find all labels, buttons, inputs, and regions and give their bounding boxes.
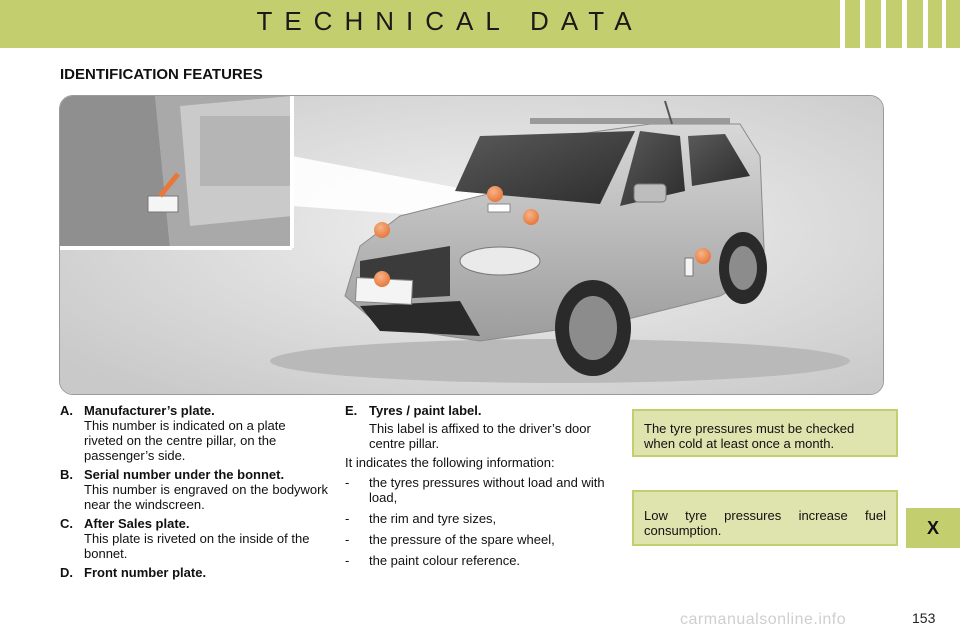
item-letter: B.	[60, 467, 73, 482]
item-text: This number is indicated on a plate riveted on the centre pillar, on the passenger’s side.	[84, 418, 286, 463]
marker-c	[374, 222, 390, 238]
item-heading: Tyres / paint label.	[369, 403, 482, 418]
item-text: This plate is riveted on the inside of the bonnet.	[84, 531, 310, 561]
item-heading: Manufacturer’s plate.	[84, 403, 215, 418]
bullet-dash: -	[345, 532, 350, 547]
marker-d	[374, 271, 390, 287]
bullet-dash: -	[345, 511, 350, 526]
header-band	[0, 0, 960, 48]
bullet-item	[345, 511, 617, 526]
item-heading: Serial number under the bonnet.	[84, 467, 285, 482]
item-heading: Front number plate.	[84, 565, 207, 580]
item-text: This label is affixed to the driver’s door centre pillar.	[369, 421, 591, 451]
header-stripe	[881, 0, 886, 48]
item-letter: A.	[60, 403, 73, 418]
list-item	[60, 516, 328, 561]
bullet-text: the pressure of the spare wheel,	[369, 532, 555, 547]
serial-plate	[488, 204, 510, 212]
door-pillar-inset	[60, 96, 292, 248]
marker-b	[487, 186, 503, 202]
list-item	[60, 467, 328, 512]
marker-a	[523, 209, 539, 225]
bullet-dash: -	[345, 475, 350, 490]
header-stripe	[902, 0, 907, 48]
page-number: 153	[912, 610, 936, 626]
item-letter: E.	[345, 403, 358, 418]
list-item	[60, 403, 328, 463]
chapter-tab[interactable]: X	[906, 508, 960, 548]
marker-e	[695, 248, 711, 264]
bullet-item	[345, 475, 617, 505]
section-title: IDENTIFICATION FEATURES	[60, 66, 263, 83]
header-stripe	[923, 0, 928, 48]
bullet-dash: -	[345, 553, 350, 568]
identification-list	[60, 403, 328, 584]
item-text: This number is engraved on the bodywork near the windscreen.	[84, 482, 328, 512]
bullet-text: the tyres pressures without load and with load,	[369, 475, 605, 505]
vehicle-illustration-svg	[60, 96, 883, 394]
header-stripe	[860, 0, 865, 48]
bullet-item	[345, 532, 617, 547]
item-letter: D.	[60, 565, 73, 580]
item-heading: After Sales plate.	[84, 516, 190, 531]
list-item	[60, 565, 328, 580]
bullet-text: the rim and tyre sizes,	[369, 511, 497, 526]
page-title: TECHNICAL DATA	[256, 6, 644, 36]
intro-text: It indicates the following information:	[345, 455, 555, 470]
list-item	[345, 403, 617, 451]
header-stripe	[840, 0, 845, 48]
note-box-tyre-check: The tyre pressures must be checked when cold at least once a month.	[632, 409, 898, 457]
bullet-text: the paint colour reference.	[369, 553, 521, 568]
vehicle-illustration	[59, 95, 884, 395]
watermark: carmanualsonline.info	[680, 611, 847, 628]
item-letter: C.	[60, 516, 73, 531]
tyre-label-section	[345, 403, 617, 574]
note-box-fuel: Low tyre pressures increase fuel consumption.	[632, 490, 898, 546]
bullet-item	[345, 553, 617, 568]
header-stripe	[942, 0, 946, 48]
